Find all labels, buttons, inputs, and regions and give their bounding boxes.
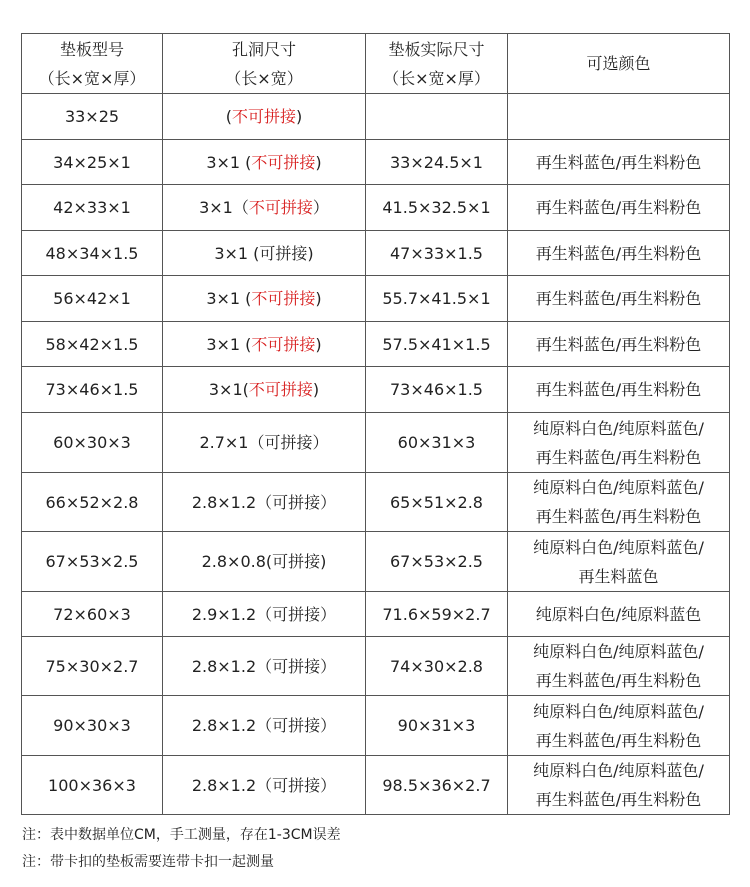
header-hole: 孔洞尺寸 （长×宽） xyxy=(163,34,366,94)
cell-hole xyxy=(163,756,366,815)
cell-hole xyxy=(163,473,366,532)
cell-hole xyxy=(163,322,366,367)
color-line: 再生料蓝色 xyxy=(578,566,659,586)
header-model: 垫板型号 （长×宽×厚） xyxy=(22,34,163,94)
hole-close: ） xyxy=(320,716,337,735)
hole-open: （ xyxy=(256,716,273,735)
cell-color xyxy=(508,185,730,231)
hole-close: ) xyxy=(312,380,320,399)
hole-open: （ xyxy=(256,604,273,624)
hole-size: 3×1 xyxy=(206,289,241,308)
table-row xyxy=(22,756,730,815)
cell-model: 60×30×3 xyxy=(22,413,163,473)
cell-model: 33×25 xyxy=(22,94,163,140)
color-line: 再生料蓝色/再生料粉色 xyxy=(535,790,702,809)
cell-actual: 55.7×41.5×1 xyxy=(366,276,508,322)
cell-actual: 71.6×59×2.7 xyxy=(366,592,508,637)
cell-model: 75×30×2.7 xyxy=(22,637,163,696)
cell-model: 58×42×1.5 xyxy=(22,322,163,367)
color-line: 纯原料白色/纯原料蓝色/ xyxy=(533,642,704,661)
cell-hole xyxy=(163,367,366,413)
table-row xyxy=(22,322,730,367)
cell-model: 42×33×1 xyxy=(22,185,163,231)
cell-hole xyxy=(163,637,366,696)
color-line: 纯原料白色/纯原料蓝色/ xyxy=(533,701,704,721)
hole-size: 3×1 xyxy=(206,334,241,354)
cell-color xyxy=(508,94,730,140)
cell-color xyxy=(508,322,730,367)
cell-model: 56×42×1 xyxy=(22,276,163,322)
table-row xyxy=(22,185,730,231)
table-row xyxy=(22,367,730,413)
cell-hole xyxy=(163,94,366,140)
hole-size: 3×1 xyxy=(199,198,233,217)
hole-size: 2.8×1.2 xyxy=(191,656,257,676)
hole-note: 不可拼接 xyxy=(251,334,316,354)
hole-size: 2.8×1.2 xyxy=(191,492,257,512)
color-line: 纯原料白色/纯原料蓝色 xyxy=(535,604,702,624)
hole-open: ( xyxy=(240,152,252,172)
color-line: 再生料蓝色/再生料粉色 xyxy=(535,152,702,172)
cell-actual: 74×30×2.8 xyxy=(366,637,508,696)
cell-model: 72×60×3 xyxy=(22,592,163,637)
cell-color xyxy=(508,140,730,185)
hole-open: ( xyxy=(265,552,273,571)
cell-color xyxy=(508,276,730,322)
hole-note: 可拼接 xyxy=(272,656,321,676)
cell-actual xyxy=(366,94,508,140)
hole-open: ( xyxy=(240,334,252,354)
hole-note: 可拼接 xyxy=(272,716,321,735)
color-line: 纯原料白色/纯原料蓝色/ xyxy=(533,478,704,497)
hole-close: ) xyxy=(307,243,314,263)
cell-actual: 33×24.5×1 xyxy=(366,140,508,185)
cell-hole xyxy=(163,231,366,276)
hole-open: ( xyxy=(242,380,249,399)
color-line: 再生料蓝色/再生料粉色 xyxy=(535,730,702,750)
hole-close: ) xyxy=(296,107,303,126)
hole-close: ） xyxy=(320,492,337,512)
cell-actual: 57.5×41×1.5 xyxy=(366,322,508,367)
hole-note: 不可拼接 xyxy=(231,107,296,126)
hole-note: 不可拼接 xyxy=(248,198,313,217)
cell-color xyxy=(508,637,730,696)
color-line: 纯原料白色/纯原料蓝色/ xyxy=(533,761,704,780)
cell-model: 48×34×1.5 xyxy=(22,231,163,276)
hole-note: 可拼接 xyxy=(272,775,321,795)
hole-note: 不可拼接 xyxy=(251,289,316,308)
hole-open: ( xyxy=(248,243,260,263)
hole-note: 不可拼接 xyxy=(251,152,316,172)
hole-close: ） xyxy=(312,198,329,217)
cell-color xyxy=(508,756,730,815)
color-line: 再生料蓝色/再生料粉色 xyxy=(535,671,702,690)
hole-close: ) xyxy=(315,289,322,308)
cell-model: 73×46×1.5 xyxy=(22,367,163,413)
cell-hole xyxy=(163,413,366,473)
cell-actual: 60×31×3 xyxy=(366,413,508,473)
color-line: 再生料蓝色/再生料粉色 xyxy=(535,447,702,467)
cell-model: 100×36×3 xyxy=(22,756,163,815)
cell-model: 34×25×1 xyxy=(22,140,163,185)
hole-close: ） xyxy=(312,433,329,452)
table-row xyxy=(22,696,730,756)
color-line: 再生料蓝色/再生料粉色 xyxy=(535,380,702,399)
color-line: 再生料蓝色/再生料粉色 xyxy=(535,334,702,354)
hole-size: 2.9×1.2 xyxy=(191,604,257,624)
hole-size: 3×1 xyxy=(206,152,241,172)
cell-actual: 98.5×36×2.7 xyxy=(366,756,508,815)
hole-close: ） xyxy=(320,604,337,624)
cell-hole xyxy=(163,696,366,756)
hole-open: （ xyxy=(256,492,273,512)
hole-size: 3×1 xyxy=(208,380,243,399)
hole-note: 可拼接 xyxy=(259,243,308,263)
spec-table xyxy=(21,33,730,815)
header-color: 可选颜色 xyxy=(508,34,730,94)
cell-hole xyxy=(163,532,366,592)
header-row xyxy=(22,34,730,94)
cell-actual: 73×46×1.5 xyxy=(366,367,508,413)
hole-size: 2.7×1 xyxy=(199,433,249,452)
cell-actual: 47×33×1.5 xyxy=(366,231,508,276)
hole-size: 2.8×0.8 xyxy=(201,552,266,571)
table-row xyxy=(22,473,730,532)
hole-close: ) xyxy=(320,552,327,571)
hole-size: 2.8×1.2 xyxy=(191,716,257,735)
hole-note: 可拼接 xyxy=(264,433,313,452)
cell-actual: 90×31×3 xyxy=(366,696,508,756)
cell-hole xyxy=(163,592,366,637)
color-line: 纯原料白色/纯原料蓝色/ xyxy=(533,537,704,557)
cell-model: 90×30×3 xyxy=(22,696,163,756)
table-row xyxy=(22,413,730,473)
hole-close: ） xyxy=(320,656,337,676)
hole-note: 可拼接 xyxy=(272,552,321,571)
hole-close: ) xyxy=(315,152,322,172)
table-row xyxy=(22,231,730,276)
table-body xyxy=(22,94,730,815)
color-line: 再生料蓝色/再生料粉色 xyxy=(535,243,702,263)
hole-open: ( xyxy=(240,289,252,308)
cell-color xyxy=(508,592,730,637)
hole-close: ) xyxy=(315,334,322,354)
cell-color xyxy=(508,231,730,276)
notes xyxy=(22,822,341,876)
cell-hole xyxy=(163,276,366,322)
table-row xyxy=(22,532,730,592)
hole-close: ） xyxy=(320,775,337,795)
hole-size: 2.8×1.2 xyxy=(191,775,257,795)
table-row xyxy=(22,140,730,185)
table-row xyxy=(22,637,730,696)
cell-actual: 67×53×2.5 xyxy=(366,532,508,592)
cell-actual: 41.5×32.5×1 xyxy=(366,185,508,231)
cell-actual: 65×51×2.8 xyxy=(366,473,508,532)
note-clip: 注：带卡扣的垫板需要连带卡扣一起测量 xyxy=(22,854,274,870)
color-line: 再生料蓝色/再生料粉色 xyxy=(535,198,702,217)
cell-model: 66×52×2.8 xyxy=(22,473,163,532)
cell-hole xyxy=(163,185,366,231)
cell-color xyxy=(508,532,730,592)
note-unit: 注：表中数据单位CM，手工测量，存在1-3CM误差 xyxy=(22,827,341,843)
cell-color xyxy=(508,413,730,473)
cell-hole xyxy=(163,140,366,185)
cell-color xyxy=(508,696,730,756)
table-row xyxy=(22,94,730,140)
cell-model: 67×53×2.5 xyxy=(22,532,163,592)
hole-open: （ xyxy=(256,656,273,676)
cell-color xyxy=(508,367,730,413)
color-line: 再生料蓝色/再生料粉色 xyxy=(535,507,702,526)
hole-note: 不可拼接 xyxy=(248,380,313,399)
hole-open: （ xyxy=(232,198,249,217)
color-line: 纯原料白色/纯原料蓝色/ xyxy=(533,418,704,438)
hole-open: （ xyxy=(256,775,273,795)
table-row xyxy=(22,592,730,637)
header-actual: 垫板实际尺寸 （长×宽×厚） xyxy=(366,34,508,94)
color-line: 再生料蓝色/再生料粉色 xyxy=(535,289,702,308)
cell-color xyxy=(508,473,730,532)
table-row xyxy=(22,276,730,322)
hole-open: ( xyxy=(225,107,232,126)
hole-note: 可拼接 xyxy=(272,492,321,512)
hole-size: 3×1 xyxy=(214,243,249,263)
hole-note: 可拼接 xyxy=(272,604,321,624)
hole-open: （ xyxy=(248,433,265,452)
